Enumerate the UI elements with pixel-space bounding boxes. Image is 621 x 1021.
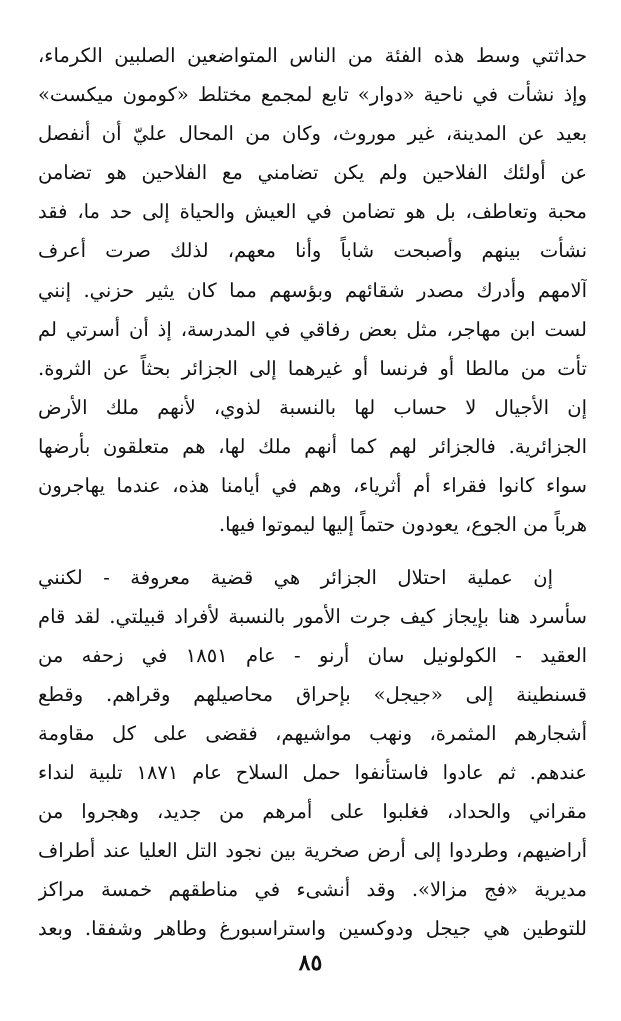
text-line: لست ابن مهاجر، مثل بعض رفاقي في المدرسة، إذ أن أسرتي لم [38,317,587,341]
text-line: حداثتي وسط هذه الفئة من الناس المتواضعين الصلبين الكرماء، [38,44,587,67]
text-line: للتوطين هي جيجل ودوكسين واستراسبورغ وطاهر وشفقا. وبعد [38,917,587,941]
page-number: ٨٥ [298,950,323,976]
text-line: سأسرد هنا بإيجاز كيف جرت الأمور بالنسبة لأفراد قبيلتي. لقد قام [38,605,587,629]
text-line: الجزائرية. فالجزائر لهم كما أنهم ملك لها، هم متعلقون بأرضها [38,434,587,458]
page-body [38,36,587,948]
text-line: إن الأجيال لا حساب لها بالنسبة لذوي، لأنهم ملك الأرض [38,395,587,419]
text-line: نشأت بينهم وأصبحت شاباً وأنا معهم، لذلك صرت أعرف [38,239,587,263]
text-line: عن أولئك الفلاحين ولم يكن تضامني مع الفلاحين هو تضامن [38,161,587,185]
text-line: بعيد عن المدينة، غير موروث، وكان من المحال عليّ أن أنفصل [38,122,587,146]
text-line: أراضيهم، وطردوا إلى أرض صخرية بين نجود التل العليا عند أطراف [38,839,587,863]
text-line: وإذ نشأت في ناحية «دوار» تابع لمجمع مختلط «كومون ميكست» [38,83,587,107]
paragraph-1 [38,36,587,544]
text-line: سواء كانوا فقراء أم أثرياء، وهم في أيامنا هذه، عندما يهاجرون [38,474,587,498]
text-line: إن عملية احتلال الجزائر هي قضية معروفة - لكنني [38,566,553,590]
text-line: أشجارهم المثمرة، ونهب مواشيهم، فقضى على كل مقاومة [38,722,587,746]
text-line: العقيد - الكولونيل سان أرنو - عام ١٨٥١ في زحفه من [38,644,587,668]
text-line: آلامهم وأدرك مصدر شقائهم وبؤسهم مما كان يثير حزني. إنني [38,278,587,302]
text-line: هرباً من الجوع، يعودون حتماً إليها ليموتوا فيها. [218,513,587,537]
text-line: مديرية «فج مزالا». وقد أنشىء في مناطقهم خمسة مراكز [38,878,587,902]
text-line: تأت من مالطا أو فرنسا أو غيرهما إلى الجزائر بحثاً عن الثروة. [38,356,587,380]
text-line: قسنطينة إلى «جيجل» بإحراق محاصيلهم وقراهم. وقطع [38,683,587,707]
text-line: مقراني والحداد، فغلبوا على أمرهم من جديد، وهجروا من [38,800,587,824]
text-line: محبة وتعاطف، بل هو تضامن في العيش والحياة إلى حد ما، فقد [38,200,587,224]
paragraph-2 [38,558,587,948]
text-line: عندهم. ثم عادوا فاستأنفوا حمل السلاح عام ١٨٧١ تلبية لنداء [38,761,587,785]
